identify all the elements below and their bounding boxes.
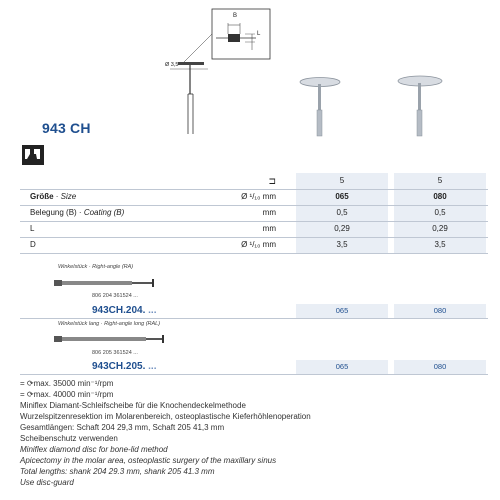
order-code-ra-bold: 943CH.204. xyxy=(92,305,146,316)
l-c2: 0,29 xyxy=(432,224,448,233)
pack-icon: ⊐ xyxy=(268,176,276,186)
size-row: Größe · Size Ø ¹/₁₀ mm 065 080 xyxy=(20,189,488,205)
l-c1: 0,29 xyxy=(334,224,350,233)
technical-drawing xyxy=(160,6,280,136)
coating-unit: mm xyxy=(262,208,276,217)
speed-line-2: = ⟳max. 40000 min⁻¹/rpm xyxy=(20,390,114,399)
d-row xyxy=(20,237,488,253)
code-small-ra: 806 204 361524 ... xyxy=(92,293,138,299)
desc-en-3: Total lengths: shank 204 29.3 mm, shank 205 41.3 mm xyxy=(20,467,215,476)
l-row xyxy=(20,221,488,237)
dim-label-diameter: Ø 3,5 xyxy=(165,62,179,68)
desc-de-3: Gesamtlängen: Schaft 204 29,3 mm, Schaft 205 41,3 mm xyxy=(20,423,225,432)
order-ra-065-value: 065 xyxy=(335,306,349,315)
order-ral-065[interactable] xyxy=(296,360,388,374)
order-code-ral xyxy=(92,361,157,372)
pack-row xyxy=(20,173,488,189)
d-label: D xyxy=(30,240,36,249)
size-label: Größe xyxy=(30,192,54,201)
shank-label-ra: Winkelstück · Right-angle (RA) xyxy=(58,264,134,270)
size-label-en: Size xyxy=(60,192,77,201)
shank-ra-icon xyxy=(52,276,162,290)
desc-en-2: Apicectomy in the molar area, osteoplastic surgery of the maxillary sinus xyxy=(20,456,277,465)
order-ra-080[interactable] xyxy=(394,304,486,318)
size-c2: 080 xyxy=(433,192,447,201)
d-c2: 3,5 xyxy=(434,240,446,249)
coating-c1: 0,5 xyxy=(336,208,348,217)
desc-en-1: Miniflex diamond disc for bone-lid method xyxy=(20,445,168,454)
coating-row: Belegung (B) · Coating (B) mm 0,5 0,5 xyxy=(20,205,488,221)
order-ral-065-value: 065 xyxy=(335,362,349,371)
code-small-ral: 806 205 361524 ... xyxy=(92,350,138,356)
size-c1: 065 xyxy=(335,192,349,201)
product-image-080 xyxy=(390,68,450,138)
dim-label-b: B xyxy=(233,13,238,19)
dim-label-l: L xyxy=(257,31,261,37)
desc-en-4: Use disc-guard xyxy=(20,478,74,487)
order-ra-065[interactable] xyxy=(296,304,388,318)
category-logo-icon xyxy=(22,145,44,165)
order-ra-080-value: 080 xyxy=(433,306,447,315)
speed-line-1: = ⟳max. 35000 min⁻¹/rpm xyxy=(20,379,114,388)
l-label: L xyxy=(30,224,35,233)
order-code-ral-dots: ... xyxy=(145,361,157,372)
coating-c2: 0,5 xyxy=(434,208,446,217)
desc-de-2: Wurzelspitzenresektion im Molarenbereich, osteoplastische Kieferhöhlenoperation xyxy=(20,412,311,421)
pack-c1: 5 xyxy=(339,176,345,185)
desc-de-4: Scheibenschutz verwenden xyxy=(20,434,118,443)
d-unit: Ø ¹/₁₀ mm xyxy=(241,240,276,249)
order-ral-080[interactable] xyxy=(394,360,486,374)
product-image-065 xyxy=(290,68,350,138)
coating-label: Belegung (B) xyxy=(30,208,77,217)
order-code-ra-dots: ... xyxy=(145,305,157,316)
size-unit: Ø ¹/₁₀ mm xyxy=(241,192,276,201)
order-code-ra xyxy=(92,305,157,316)
pack-c2: 5 xyxy=(437,176,443,185)
order-ral-080-value: 080 xyxy=(433,362,447,371)
shank-label-ral: Winkelstück lang · Right-angle long (RAL) xyxy=(58,321,161,327)
shank-ral-icon xyxy=(52,332,172,346)
d-c1: 3,5 xyxy=(336,240,348,249)
product-title: 943 CH xyxy=(42,120,91,136)
spec-table xyxy=(20,173,488,253)
coating-label-en: Coating (B) xyxy=(83,208,125,217)
l-unit: mm xyxy=(262,224,276,233)
order-code-ral-bold: 943CH.205. xyxy=(92,361,146,372)
desc-de-1: Miniflex Diamant-Schleifscheibe für die Knochendeckelmethode xyxy=(20,401,246,410)
